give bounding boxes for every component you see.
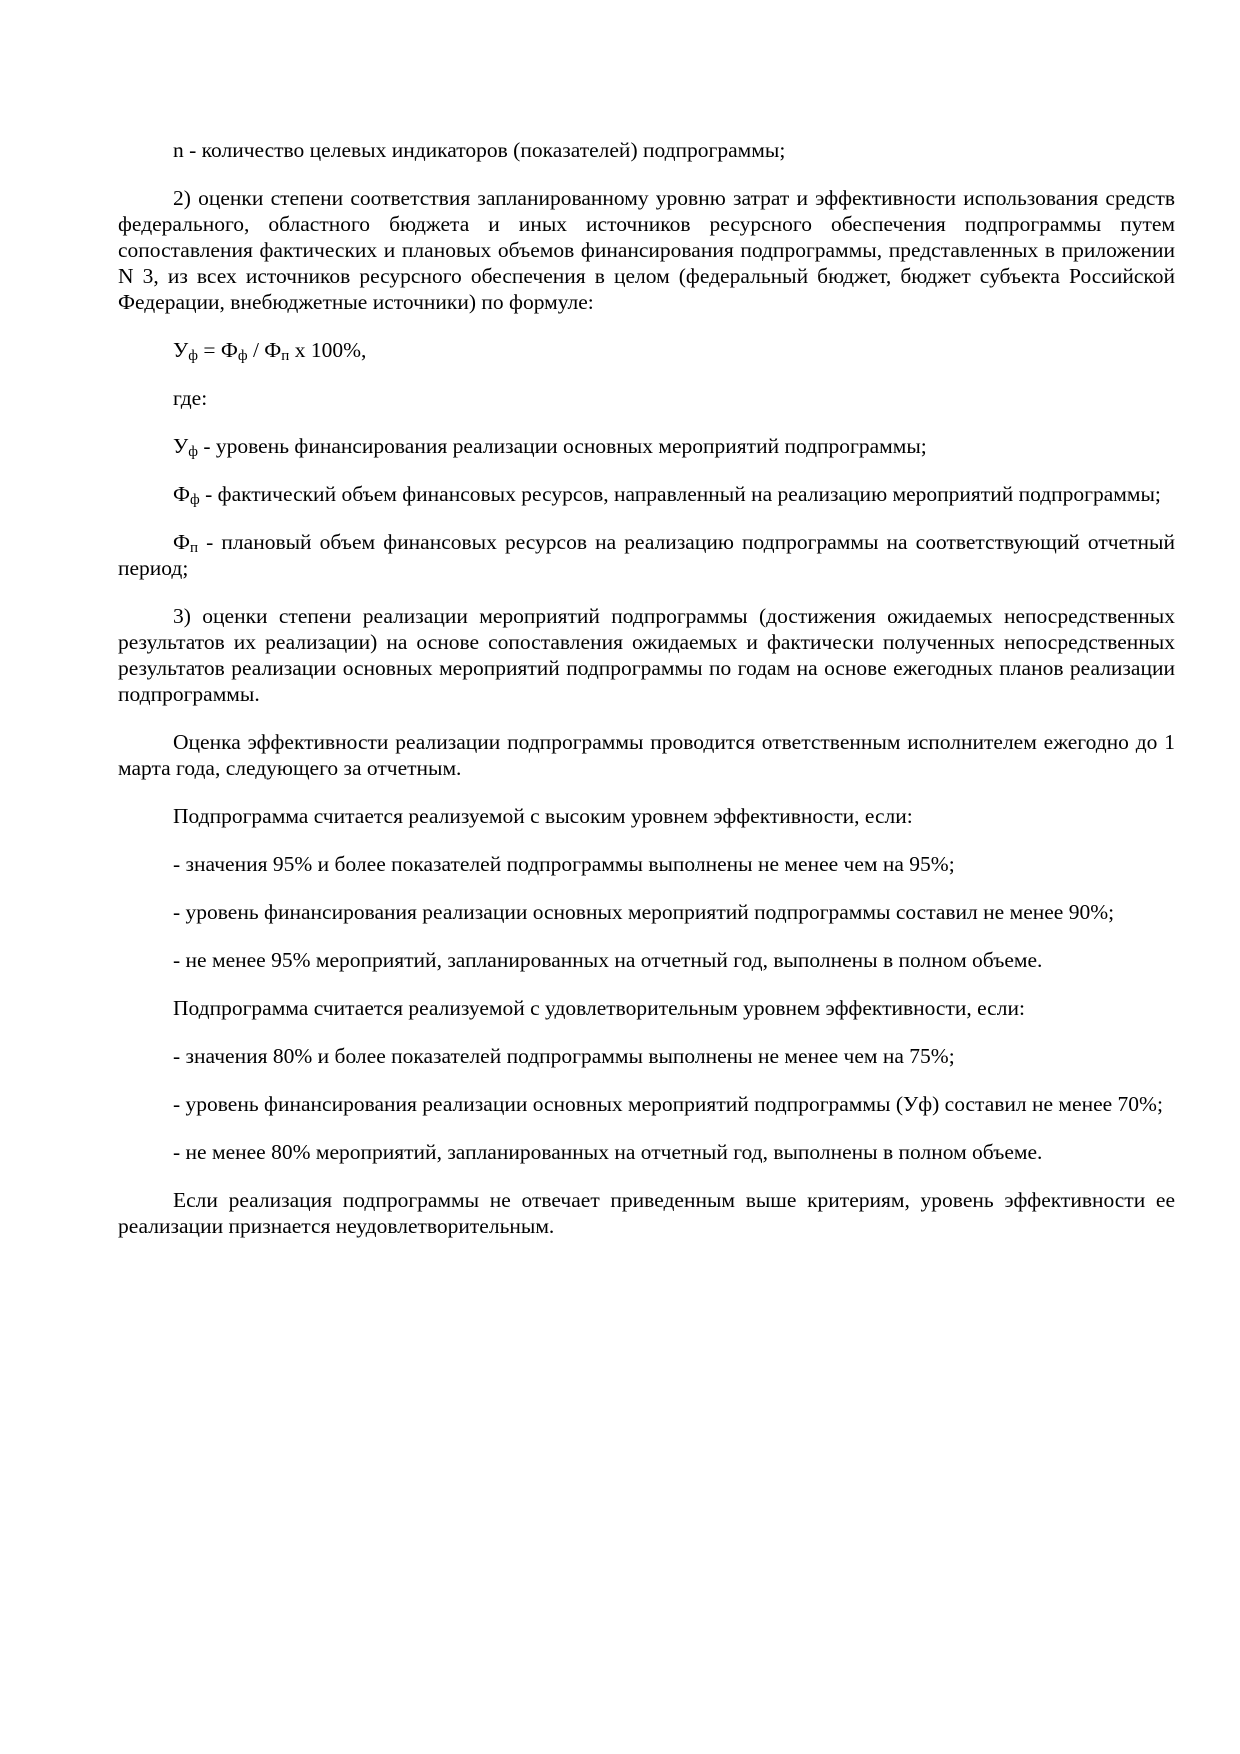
paragraph-text: У xyxy=(173,434,189,458)
paragraph-text: - уровень финансирования реализации основных мероприятий подпрограммы; xyxy=(197,434,927,458)
paragraph xyxy=(118,995,1175,1021)
paragraph xyxy=(118,385,1175,411)
paragraph-text: - не менее 80% мероприятий, запланированных на отчетный год, выполнены в полном объеме. xyxy=(173,1140,1043,1164)
paragraph-text: n - количество целевых индикаторов (показателей) подпрограммы; xyxy=(173,138,786,162)
paragraph-text: 3) оценки степени реализации мероприятий подпрограммы (достижения ожидаемых непосредственных результатов их реализации) на основе сопоставления ожидаемых и фактически полученных непосредственных результатов реализации основных мероприятий подпрограммы по годам на основе ежегодных планов реализации подпрограммы. xyxy=(118,604,1175,706)
paragraph xyxy=(118,851,1175,877)
paragraph-text: - фактический объем финансовых ресурсов, направленный на реализацию мероприятий подпрограммы; xyxy=(199,482,1161,506)
paragraph xyxy=(118,947,1175,973)
paragraph-text: - значения 80% и более показателей подпрограммы выполнены не менее чем на 75%; xyxy=(173,1044,955,1068)
subscript-text: ф xyxy=(188,348,198,364)
paragraph-text: Оценка эффективности реализации подпрограммы проводится ответственным исполнителем ежегодно до 1 марта года, следующего за отчетным. xyxy=(118,730,1175,780)
paragraph-text: = Ф xyxy=(197,338,238,362)
paragraph-text: - не менее 95% мероприятий, запланированных на отчетный год, выполнены в полном объеме. xyxy=(173,948,1043,972)
paragraph xyxy=(118,529,1175,581)
paragraph xyxy=(118,137,1175,163)
paragraph xyxy=(118,1043,1175,1069)
subscript-text: ф xyxy=(190,492,200,508)
paragraph-text: - плановый объем финансовых ресурсов на реализацию подпрограммы на соответствующий отчетный период; xyxy=(118,530,1175,580)
paragraph xyxy=(118,803,1175,829)
paragraph xyxy=(118,1187,1175,1239)
paragraph-text: - уровень финансирования реализации основных мероприятий подпрограммы составил не менее 90%; xyxy=(173,900,1115,924)
subscript-text: п xyxy=(190,540,199,556)
paragraph-text: х 100%, xyxy=(289,338,367,362)
paragraph xyxy=(118,433,1175,459)
paragraph-text: - значения 95% и более показателей подпрограммы выполнены не менее чем на 95%; xyxy=(173,852,955,876)
paragraph-text: У xyxy=(173,338,189,362)
subscript-text: ф xyxy=(237,348,248,364)
paragraph-text: Подпрограмма считается реализуемой с высоким уровнем эффективности, если: xyxy=(173,804,913,828)
paragraph xyxy=(118,603,1175,707)
subscript-text: ф xyxy=(188,444,198,460)
paragraph-text: где: xyxy=(173,386,208,410)
paragraph xyxy=(118,1139,1175,1165)
document-page xyxy=(118,137,1175,1261)
paragraph-text: 2) оценки степени соответствия запланированному уровню затрат и эффективности использования средств федерального, областного бюджета и иных источников ресурсного обеспечения подпрограммы путем сопоставления фактических и плановых объемов финансирования подпрограммы, представленных в приложении N 3, из всех источников ресурсного обеспечения в целом (федеральный бюджет, бюджет субъекта Российской Федерации, внебюджетные источники) по формуле: xyxy=(118,186,1175,314)
paragraph-text: Подпрограмма считается реализуемой с удовлетворительным уровнем эффективности, если: xyxy=(173,996,1025,1020)
subscript-text: п xyxy=(281,348,290,364)
paragraph xyxy=(118,899,1175,925)
paragraph xyxy=(118,185,1175,315)
paragraph xyxy=(118,337,1175,363)
paragraph-text: / Ф xyxy=(247,338,282,362)
paragraph xyxy=(118,729,1175,781)
paragraph-text: Если реализация подпрограммы не отвечает приведенным выше критериям, уровень эффективности ее реализации признается неудовлетворительным. xyxy=(118,1188,1175,1238)
paragraph xyxy=(118,1091,1175,1117)
paragraph-text: Ф xyxy=(173,482,190,506)
paragraph-text: Ф xyxy=(173,530,190,554)
paragraph xyxy=(118,481,1175,507)
paragraph-text: - уровень финансирования реализации основных мероприятий подпрограммы (Уф) составил не менее 70%; xyxy=(173,1092,1163,1116)
